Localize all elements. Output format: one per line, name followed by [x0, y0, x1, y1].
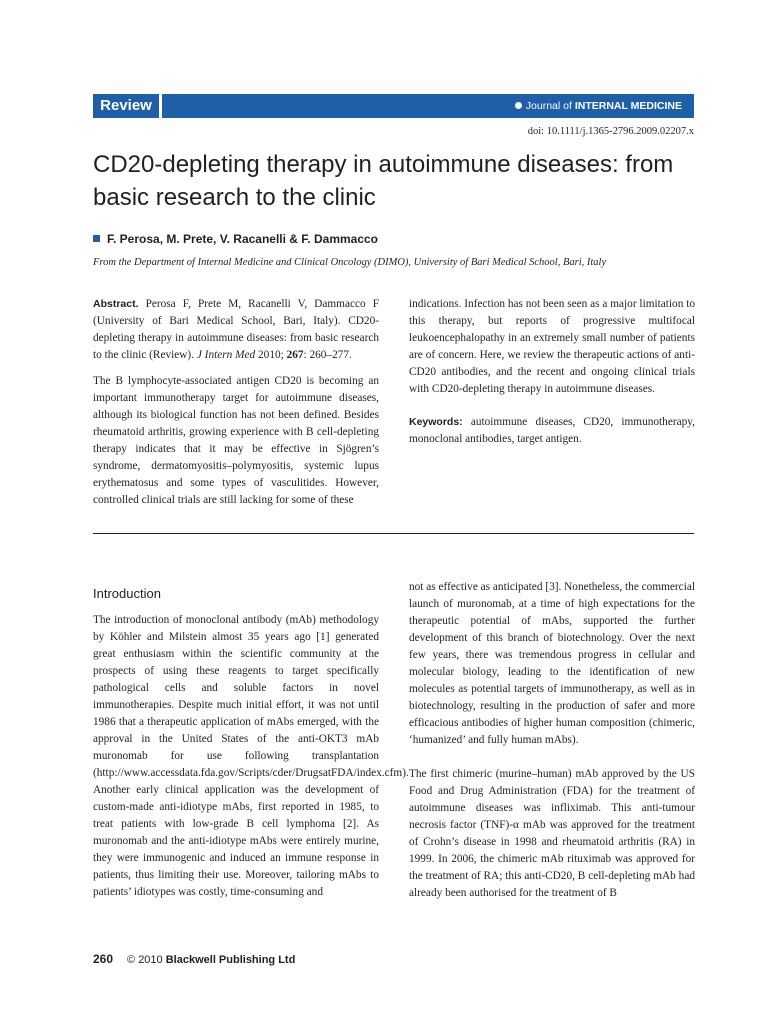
abstract-column-left — [93, 296, 379, 518]
authors: F. Perosa, M. Prete, V. Racanelli & F. Dammacco — [107, 232, 379, 246]
abstract-citation-volume: 267 — [286, 349, 304, 361]
copyright: © 2010 — [127, 954, 163, 966]
abstract-heading: Abstract. — [93, 298, 139, 310]
body-column-right — [409, 579, 695, 919]
introduction-heading: Introduction — [93, 586, 161, 601]
journal-header-bar — [93, 94, 694, 118]
keywords-label: Keywords: — [409, 416, 463, 428]
introduction-paragraph: The first chimeric (murine–human) mAb approved by the US Food and Drug Administration (FDA) for the treatment of autoimmune diseases was infliximab. This anti-tumour necrosis factor (TNF)-α mAb was approved for the treatment of Crohn’s disease in 1998 and rheumatoid arthritis (RA) in 1999. In 2006, the chimeric mAb rituximab was approved for the treatment of RA; this anti-CD20, B cell-depleting mAb had already been authorised for the treatment of B — [409, 768, 695, 899]
page-number: 260 — [93, 952, 114, 966]
abstract-column-right — [409, 296, 695, 457]
article-title: CD20-depleting therapy in autoimmune diseases: from basic research to the clinic — [93, 151, 674, 211]
page-footer — [93, 952, 295, 966]
abstract-citation-text: Perosa F, Prete M, Racanelli V, Dammacco F (University of Bari Medical School, Bari, Italy). CD20-depleting therapy in autoimmune diseases: from basic research to the clinic (Review). — [93, 298, 379, 361]
abstract-paragraph: The B lymphocyte-associated antigen CD20 is becoming an important immunotherapy target for autoimmune diseases, although its biological function has not been defined. Besides rheumatoid arthritis, growing experience with B cell-depleting therapy indicates that it may be effective in Sjögren’s syndrome, dermatomyositis–polymyositis, systemic lupus erythematosus and some types of vasculitides. However, controlled clinical trials are still lacking for some of these — [93, 375, 379, 506]
publisher: Blackwell Publishing Ltd — [165, 954, 296, 966]
abstract-keywords — [409, 414, 695, 448]
journal-prefix: Journal of — [525, 100, 572, 112]
affiliation: From the Department of Internal Medicine and Clinical Oncology (DIMO), University of Bari Medical School, Bari, Italy — [93, 257, 607, 268]
bullet-icon — [515, 102, 522, 109]
abstract-paragraph-continued: indications. Infection has not been seen as a major limitation to this therapy, but reports of progressive multifocal leukoencephalopathy in an extremely small number of patients are of concern. Here, we review the therapeutic actions of anti-CD20 antibodies, and the recent and ongoing clinical trials with CD20-depleting therapy in autoimmune diseases. — [409, 298, 695, 395]
square-bullet-icon — [93, 235, 100, 242]
section-label: Review — [93, 94, 162, 118]
body-column-left — [93, 612, 409, 918]
abstract-citation — [93, 296, 379, 364]
author-list — [93, 232, 378, 246]
abstract-citation-year: 2010; — [258, 349, 284, 361]
keywords: autoimmune diseases, CD20, immunotherapy, monoclonal antibodies, target antigen. — [409, 416, 695, 445]
journal-name: INTERNAL MEDICINE — [574, 100, 682, 112]
divider — [93, 533, 694, 534]
abstract-citation-pages: : 260–277. — [303, 349, 352, 361]
introduction-paragraph: not as effective as anticipated [3]. Nonetheless, the commercial launch of muronomab, at a time of high expectations for the therapeutic potential of mAbs, supported the further development of this branch of biotechnology. Over the next few years, there was tremendous progress in cellular and molecular biology, leading to the identification of new molecules as potential targets of immunotherapy, as well as in biotechnology, resulting in the production of safer and more efficacious antibodies of higher human composition (chimeric, ‘humanized’ and fully human mAbs). — [409, 581, 695, 746]
doi: doi: 10.1111/j.1365-2796.2009.02207.x — [527, 126, 694, 137]
introduction-paragraph: The introduction of monoclonal antibody (mAb) methodology by Köhler and Milstein almost 35 years ago [1] generated great enthusiasm within the scientific community at the prospects of using these reagents to target specifically pathological cells and soluble factors in novel immunotherapies. Despite much initial effort, it was not until 1986 that a therapeutic application of mAbs emerged, with the approval in the United States of the anti-OKT3 mAb muronomab for use following transplantation (http://www.accessdata.fda.gov/Scripts/cder/DrugsatFDA/index.cfm). Another early clinical application was the development of custom-made anti-idiotype mAbs, first reported in 1985, to treat patients with low-grade B cell lymphoma [2]. As muronomab and the anti-idiotype mAbs were entirely murine, they were immunogenic and induced an immune response in patients, thus limiting their use. Moreover, tailoring mAbs to patients’ idiotypes was costly, time-consuming and — [93, 614, 409, 898]
abstract-citation-journal: J Intern Med — [196, 349, 256, 361]
journal-label — [515, 94, 682, 118]
